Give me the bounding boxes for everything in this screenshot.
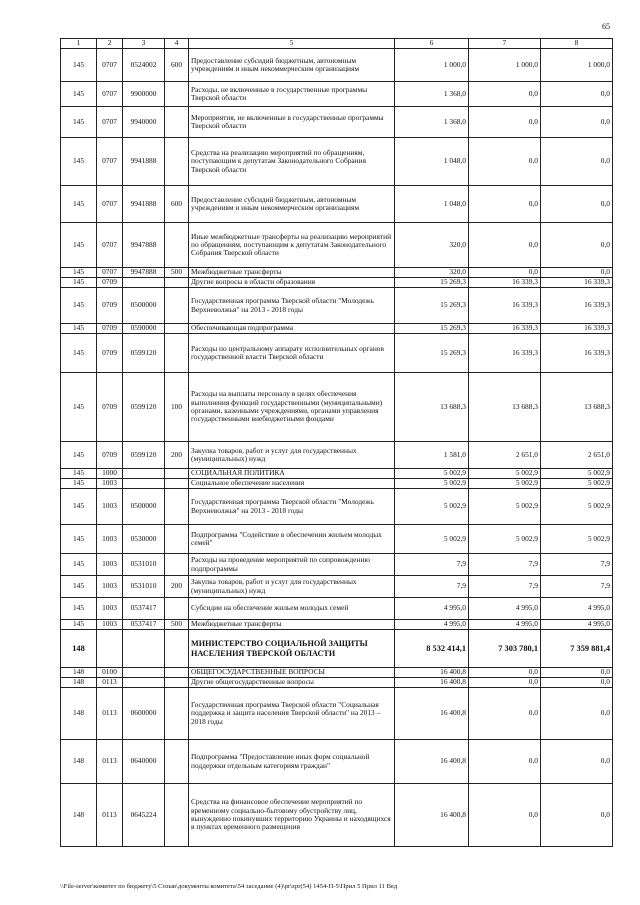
- footer-file-path: \\File-server\комитет по бюджету\5 Созыв\документы комитета\54 заседание (4)\pr\zpr(54) 1454-П-5\Прил 5 Прил 11 Вед: [60, 883, 398, 890]
- cell-description: Подпрограмма "Предоставление иных форм социальной поддержки отдельным категориям граждан": [189, 740, 395, 784]
- cell-expense-type: [165, 278, 189, 288]
- table-row: [61, 324, 613, 334]
- table-row: [61, 688, 613, 740]
- cell-expense-type: [165, 324, 189, 334]
- cell-amount-col6: 7,9: [395, 554, 469, 576]
- cell-department-code: 145: [61, 223, 97, 268]
- cell-amount-col7: 16 339,3: [469, 324, 541, 334]
- cell-department-code: 145: [61, 620, 97, 630]
- cell-department-code: 145: [61, 479, 97, 489]
- cell-expense-type: 500: [165, 620, 189, 630]
- table-row: [61, 576, 613, 598]
- cell-section-code: [97, 630, 123, 668]
- budget-table: [60, 38, 613, 847]
- cell-section-code: 0707: [97, 186, 123, 223]
- cell-section-code: 1003: [97, 620, 123, 630]
- table-row: [61, 554, 613, 576]
- cell-target-article: 0524002: [123, 49, 165, 82]
- cell-amount-col7: 0,0: [469, 784, 541, 847]
- cell-target-article: 9941888: [123, 138, 165, 186]
- cell-amount-col8: 0,0: [541, 268, 613, 278]
- cell-description: Закупка товаров, работ и услуг для государственных (муниципальных) нужд: [189, 442, 395, 469]
- table-row: [61, 82, 613, 107]
- cell-department-code: 145: [61, 324, 97, 334]
- cell-department-code: 145: [61, 138, 97, 186]
- cell-amount-col6: 15 269,3: [395, 288, 469, 324]
- cell-amount-col8: 0,0: [541, 82, 613, 107]
- cell-expense-type: [165, 469, 189, 479]
- cell-amount-col7: 13 688,3: [469, 373, 541, 442]
- cell-description: Мероприятия, не включенные в государственные программы Тверской области: [189, 107, 395, 138]
- cell-expense-type: [165, 740, 189, 784]
- cell-amount-col8: 4 995,0: [541, 620, 613, 630]
- cell-department-code: 145: [61, 107, 97, 138]
- cell-amount-col6: 1 368,0: [395, 107, 469, 138]
- cell-amount-col8: 7,9: [541, 576, 613, 598]
- cell-section-code: 1000: [97, 469, 123, 479]
- cell-description: Расходы на проведение мероприятий по сопровождению подпрограммы: [189, 554, 395, 576]
- cell-amount-col7: 4 995,0: [469, 620, 541, 630]
- cell-section-code: 0707: [97, 138, 123, 186]
- cell-amount-col6: 5 002,9: [395, 469, 469, 479]
- cell-amount-col8: 0,0: [541, 784, 613, 847]
- table-row: [61, 489, 613, 525]
- cell-amount-col6: 16 400,8: [395, 668, 469, 678]
- cell-description: Субсидии на обеспечение жильем молодых семей: [189, 598, 395, 620]
- table-row: [61, 620, 613, 630]
- cell-amount-col7: 16 339,3: [469, 288, 541, 324]
- cell-department-code: 145: [61, 469, 97, 479]
- cell-amount-col8: 0,0: [541, 688, 613, 740]
- cell-section-code: 0113: [97, 740, 123, 784]
- table-row: [61, 598, 613, 620]
- cell-amount-col8: 5 002,9: [541, 489, 613, 525]
- cell-amount-col6: 5 002,9: [395, 489, 469, 525]
- cell-target-article: [123, 469, 165, 479]
- cell-target-article: [123, 278, 165, 288]
- header-col-7: 7: [469, 39, 541, 49]
- cell-amount-col8: 5 002,9: [541, 525, 613, 554]
- table-row: [61, 668, 613, 678]
- cell-expense-type: 200: [165, 576, 189, 598]
- table-row: [61, 334, 613, 373]
- cell-amount-col6: 1 000,0: [395, 49, 469, 82]
- table-row: [61, 138, 613, 186]
- table-row: [61, 373, 613, 442]
- cell-department-code: 145: [61, 268, 97, 278]
- cell-amount-col6: 5 002,9: [395, 525, 469, 554]
- cell-description: Межбюджетные трансферты: [189, 268, 395, 278]
- header-col-5: 5: [189, 39, 395, 49]
- cell-description: Государственная программа Тверской области "Молодежь Верхневолжья" на 2013 - 2018 годы: [189, 489, 395, 525]
- cell-section-code: 0709: [97, 288, 123, 324]
- cell-amount-col6: 16 400,8: [395, 678, 469, 688]
- table-row: [61, 107, 613, 138]
- cell-expense-type: [165, 688, 189, 740]
- cell-department-code: 145: [61, 442, 97, 469]
- cell-department-code: 145: [61, 278, 97, 288]
- cell-amount-col7: 16 339,3: [469, 334, 541, 373]
- cell-amount-col8: 7 359 881,4: [541, 630, 613, 668]
- cell-department-code: 148: [61, 784, 97, 847]
- cell-target-article: 9900000: [123, 82, 165, 107]
- cell-section-code: 0113: [97, 678, 123, 688]
- cell-amount-col6: 16 400,8: [395, 784, 469, 847]
- cell-target-article: [123, 630, 165, 668]
- cell-target-article: 0537417: [123, 598, 165, 620]
- cell-target-article: 0645224: [123, 784, 165, 847]
- header-col-1: 1: [61, 39, 97, 49]
- cell-description: МИНИСТЕРСТВО СОЦИАЛЬНОЙ ЗАЩИТЫ НАСЕЛЕНИЯ ТВЕРСКОЙ ОБЛАСТИ: [189, 630, 395, 668]
- cell-amount-col8: 16 339,3: [541, 278, 613, 288]
- cell-description: Социальное обеспечение населения: [189, 479, 395, 489]
- cell-expense-type: 500: [165, 268, 189, 278]
- cell-amount-col8: 16 339,3: [541, 334, 613, 373]
- cell-section-code: 1003: [97, 554, 123, 576]
- table-row: [61, 186, 613, 223]
- cell-amount-col7: 0,0: [469, 223, 541, 268]
- cell-amount-col7: 5 002,9: [469, 479, 541, 489]
- cell-amount-col7: 1 000,0: [469, 49, 541, 82]
- cell-department-code: 145: [61, 288, 97, 324]
- cell-amount-col6: 15 269,3: [395, 334, 469, 373]
- cell-department-code: 148: [61, 688, 97, 740]
- cell-expense-type: [165, 489, 189, 525]
- cell-amount-col7: 5 002,9: [469, 489, 541, 525]
- table-row: [61, 525, 613, 554]
- cell-amount-col6: 5 002,9: [395, 479, 469, 489]
- cell-amount-col7: 0,0: [469, 668, 541, 678]
- cell-department-code: 148: [61, 678, 97, 688]
- cell-department-code: 145: [61, 186, 97, 223]
- cell-amount-col8: 0,0: [541, 107, 613, 138]
- cell-expense-type: [165, 334, 189, 373]
- cell-amount-col6: 15 269,3: [395, 324, 469, 334]
- cell-target-article: 0599120: [123, 442, 165, 469]
- cell-target-article: 0531010: [123, 576, 165, 598]
- table-row: [61, 784, 613, 847]
- cell-target-article: [123, 479, 165, 489]
- table-row: [61, 442, 613, 469]
- cell-expense-type: [165, 82, 189, 107]
- cell-description: Другие вопросы в области образования: [189, 278, 395, 288]
- table-row: [61, 678, 613, 688]
- cell-expense-type: 100: [165, 373, 189, 442]
- cell-description: ОБЩЕГОСУДАРСТВЕННЫЕ ВОПРОСЫ: [189, 668, 395, 678]
- cell-expense-type: [165, 678, 189, 688]
- table-body: [61, 49, 613, 847]
- cell-amount-col6: 1 048,0: [395, 186, 469, 223]
- cell-amount-col7: 16 339,3: [469, 278, 541, 288]
- cell-description: Государственная программа Тверской области "Молодежь Верхневолжья" на 2013 - 2018 годы: [189, 288, 395, 324]
- cell-description: Государственная программа Тверской области "Социальная поддержка и защита населения Тверской области" на 2013 – 2018 годы: [189, 688, 395, 740]
- cell-amount-col7: 5 002,9: [469, 525, 541, 554]
- cell-amount-col6: 1 368,0: [395, 82, 469, 107]
- cell-amount-col7: 0,0: [469, 107, 541, 138]
- cell-department-code: 145: [61, 489, 97, 525]
- cell-amount-col6: 1 048,0: [395, 138, 469, 186]
- cell-description: Средства на финансовое обеспечение мероприятий по временному социально-бытовому обустройству лиц, вынужденно покинувших территорию Украины и находящихся в пунктах временного размещения: [189, 784, 395, 847]
- cell-department-code: 148: [61, 740, 97, 784]
- cell-expense-type: [165, 479, 189, 489]
- cell-expense-type: 600: [165, 186, 189, 223]
- cell-description: Средства на реализацию мероприятий по обращениям, поступающим к депутатам Законодательного Собрания Тверской области: [189, 138, 395, 186]
- cell-amount-col8: 16 339,3: [541, 288, 613, 324]
- header-col-4: 4: [165, 39, 189, 49]
- table-row: [61, 740, 613, 784]
- cell-amount-col7: 0,0: [469, 268, 541, 278]
- cell-amount-col8: 7,9: [541, 554, 613, 576]
- cell-target-article: 0500000: [123, 288, 165, 324]
- cell-amount-col8: 0,0: [541, 138, 613, 186]
- cell-amount-col7: 5 002,9: [469, 469, 541, 479]
- cell-target-article: [123, 678, 165, 688]
- cell-section-code: 1003: [97, 598, 123, 620]
- cell-amount-col8: 4 995,0: [541, 598, 613, 620]
- cell-department-code: 145: [61, 49, 97, 82]
- cell-amount-col7: 0,0: [469, 186, 541, 223]
- cell-expense-type: [165, 784, 189, 847]
- table-row: [61, 268, 613, 278]
- cell-section-code: 0709: [97, 278, 123, 288]
- cell-target-article: 9940000: [123, 107, 165, 138]
- cell-amount-col6: 7,9: [395, 576, 469, 598]
- cell-expense-type: [165, 107, 189, 138]
- cell-expense-type: [165, 598, 189, 620]
- cell-target-article: 9941888: [123, 186, 165, 223]
- cell-expense-type: [165, 668, 189, 678]
- cell-section-code: 1003: [97, 525, 123, 554]
- table-row: [61, 288, 613, 324]
- cell-target-article: 0599120: [123, 334, 165, 373]
- cell-section-code: 1003: [97, 489, 123, 525]
- table-header-row: [61, 39, 613, 49]
- cell-amount-col8: 0,0: [541, 186, 613, 223]
- cell-section-code: 0709: [97, 373, 123, 442]
- cell-amount-col7: 4 995,0: [469, 598, 541, 620]
- cell-amount-col7: 2 651,0: [469, 442, 541, 469]
- cell-section-code: 0113: [97, 688, 123, 740]
- cell-description: Закупка товаров, работ и услуг для государственных (муниципальных) нужд: [189, 576, 395, 598]
- cell-expense-type: [165, 223, 189, 268]
- cell-description: Другие общегосударственные вопросы: [189, 678, 395, 688]
- cell-description: Расходы на выплаты персоналу в целях обеспечения выполнения функций государственными (муниципальными) органами, казенными учреждениями, органами управления государственными внебюджетными фондами: [189, 373, 395, 442]
- cell-expense-type: 600: [165, 49, 189, 82]
- cell-description: Обеспечивающая подпрограмма: [189, 324, 395, 334]
- cell-amount-col6: 4 995,0: [395, 598, 469, 620]
- cell-department-code: 145: [61, 598, 97, 620]
- cell-amount-col7: 7,9: [469, 554, 541, 576]
- cell-target-article: 9947888: [123, 268, 165, 278]
- cell-expense-type: [165, 525, 189, 554]
- cell-section-code: 0707: [97, 49, 123, 82]
- cell-amount-col6: 4 995,0: [395, 620, 469, 630]
- cell-amount-col6: 13 688,3: [395, 373, 469, 442]
- cell-amount-col6: 8 532 414,1: [395, 630, 469, 668]
- cell-description: Расходы по центральному аппарату исполнительных органов государственной власти Тверской области: [189, 334, 395, 373]
- cell-target-article: 0531010: [123, 554, 165, 576]
- cell-amount-col8: 5 002,9: [541, 469, 613, 479]
- cell-amount-col6: 15 269,3: [395, 278, 469, 288]
- header-col-3: 3: [123, 39, 165, 49]
- cell-amount-col6: 16 400,8: [395, 740, 469, 784]
- cell-amount-col8: 1 000,0: [541, 49, 613, 82]
- cell-description: Предоставление субсидий бюджетным, автономным учреждениям и иным некоммерческим организациям: [189, 49, 395, 82]
- table-row: [61, 630, 613, 668]
- cell-section-code: 0707: [97, 82, 123, 107]
- cell-section-code: 0707: [97, 107, 123, 138]
- cell-department-code: 148: [61, 668, 97, 678]
- cell-department-code: 145: [61, 525, 97, 554]
- cell-amount-col6: 1 581,0: [395, 442, 469, 469]
- cell-target-article: 0530000: [123, 525, 165, 554]
- cell-department-code: 148: [61, 630, 97, 668]
- cell-expense-type: [165, 630, 189, 668]
- cell-section-code: 0709: [97, 334, 123, 373]
- table-row: [61, 479, 613, 489]
- header-col-2: 2: [97, 39, 123, 49]
- cell-amount-col7: 0,0: [469, 82, 541, 107]
- cell-target-article: 0599120: [123, 373, 165, 442]
- cell-section-code: 0707: [97, 268, 123, 278]
- cell-target-article: 0537417: [123, 620, 165, 630]
- cell-description: Расходы, не включенные в государственные программы Тверской области: [189, 82, 395, 107]
- cell-section-code: 0100: [97, 668, 123, 678]
- cell-section-code: 0709: [97, 442, 123, 469]
- cell-description: Предоставление субсидий бюджетным, автономным учреждениям и иным некоммерческим организациям: [189, 186, 395, 223]
- cell-target-article: [123, 668, 165, 678]
- cell-description: Межбюджетные трансферты: [189, 620, 395, 630]
- cell-amount-col6: 320,0: [395, 268, 469, 278]
- header-col-8: 8: [541, 39, 613, 49]
- cell-expense-type: 200: [165, 442, 189, 469]
- table-row: [61, 469, 613, 479]
- cell-description: Подпрограмма "Содействие в обеспечении жильем молодых семей": [189, 525, 395, 554]
- cell-target-article: 0500000: [123, 489, 165, 525]
- cell-department-code: 145: [61, 576, 97, 598]
- cell-section-code: 0113: [97, 784, 123, 847]
- cell-department-code: 145: [61, 82, 97, 107]
- cell-expense-type: [165, 138, 189, 186]
- cell-amount-col7: 0,0: [469, 678, 541, 688]
- cell-amount-col8: 5 002,9: [541, 479, 613, 489]
- table-row: [61, 278, 613, 288]
- cell-amount-col7: 0,0: [469, 740, 541, 784]
- cell-section-code: 1003: [97, 479, 123, 489]
- cell-amount-col8: 0,0: [541, 668, 613, 678]
- cell-department-code: 145: [61, 373, 97, 442]
- table-row: [61, 49, 613, 82]
- table-row: [61, 223, 613, 268]
- cell-amount-col8: 2 651,0: [541, 442, 613, 469]
- cell-amount-col7: 0,0: [469, 688, 541, 740]
- cell-amount-col7: 7 303 780,1: [469, 630, 541, 668]
- cell-target-article: 0640000: [123, 740, 165, 784]
- cell-target-article: 0590000: [123, 324, 165, 334]
- cell-department-code: 145: [61, 334, 97, 373]
- cell-section-code: 0707: [97, 223, 123, 268]
- cell-department-code: 145: [61, 554, 97, 576]
- page-number: 65: [602, 22, 610, 31]
- cell-target-article: 9947888: [123, 223, 165, 268]
- cell-section-code: 1003: [97, 576, 123, 598]
- cell-amount-col7: 0,0: [469, 138, 541, 186]
- header-col-6: 6: [395, 39, 469, 49]
- cell-amount-col8: 0,0: [541, 678, 613, 688]
- cell-amount-col6: 16 400,8: [395, 688, 469, 740]
- cell-description: Иные межбюджетные трансферты на реализацию мероприятий по обращениям, поступающим к депутатам Законодательного Собрания Тверской области: [189, 223, 395, 268]
- cell-amount-col8: 0,0: [541, 740, 613, 784]
- cell-amount-col8: 0,0: [541, 223, 613, 268]
- cell-amount-col8: 13 688,3: [541, 373, 613, 442]
- cell-expense-type: [165, 288, 189, 324]
- cell-amount-col8: 16 339,3: [541, 324, 613, 334]
- cell-description: СОЦИАЛЬНАЯ ПОЛИТИКА: [189, 469, 395, 479]
- cell-target-article: 0600000: [123, 688, 165, 740]
- cell-section-code: 0709: [97, 324, 123, 334]
- cell-amount-col6: 320,0: [395, 223, 469, 268]
- cell-amount-col7: 7,9: [469, 576, 541, 598]
- cell-expense-type: [165, 554, 189, 576]
